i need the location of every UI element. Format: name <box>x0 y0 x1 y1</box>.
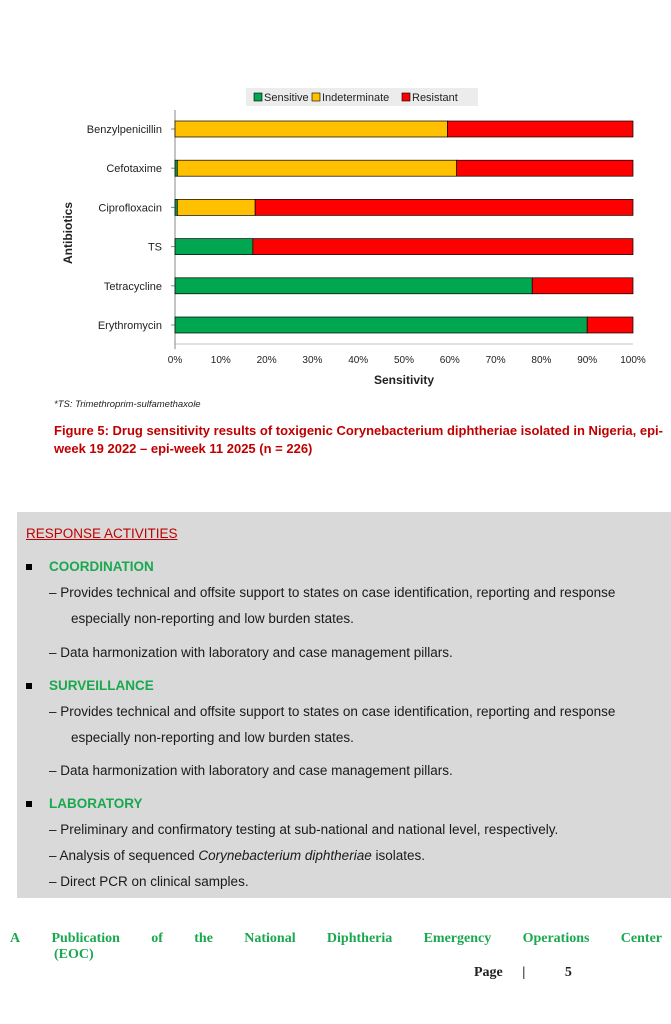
x-tick-label: 90% <box>577 355 598 366</box>
bar-segment-resistant <box>587 317 633 333</box>
footer-word: Publication <box>51 931 120 946</box>
chart-svg <box>0 80 671 400</box>
item-text: isolates. <box>371 848 425 863</box>
category-label: Tetracycline <box>103 280 162 293</box>
x-tick-label: 0% <box>167 355 183 366</box>
bar-segment-indeterminate <box>177 199 255 215</box>
sensitivity-chart <box>0 80 671 400</box>
footer-word: the <box>194 931 213 946</box>
page-label: Page <box>474 965 503 980</box>
legend-label-sensitive: Sensitive <box>264 92 309 104</box>
x-tick-label: 80% <box>531 355 552 366</box>
item-text: – Analysis of sequenced <box>49 848 199 863</box>
response-title: RESPONSE ACTIVITIES <box>26 526 178 541</box>
bullet-icon <box>26 564 32 570</box>
x-tick-label: 70% <box>485 355 506 366</box>
x-tick-label: 40% <box>348 355 369 366</box>
chart-footnote: *TS: Trimethroprim-sulfamethaxole <box>54 399 201 410</box>
bar-segment-indeterminate <box>177 160 456 176</box>
x-tick-label: 30% <box>302 355 323 366</box>
x-axis-title: Sensitivity <box>373 373 435 387</box>
bullet-icon <box>26 801 32 807</box>
page-separator: | <box>522 965 526 980</box>
footer-word: A <box>10 931 21 946</box>
item-text: – Preliminary and confirmatory testing at sub-national and national level, respectively. <box>49 822 559 837</box>
list-item <box>49 699 659 751</box>
legend-label-resistant: Resistant <box>412 92 458 104</box>
bar-segment-resistant <box>253 239 633 255</box>
x-tick-label: 100% <box>620 355 646 366</box>
list-item <box>49 758 659 784</box>
bar-segment-resistant <box>532 278 633 294</box>
list-item <box>49 843 659 869</box>
publication-line-2: (EOC) <box>54 947 94 962</box>
category-label: Benzylpenicillin <box>86 124 162 136</box>
footer-word: Diphtheria <box>326 931 393 946</box>
category-label: TS <box>147 241 162 254</box>
bar-segment-sensitive <box>175 278 532 294</box>
page-number <box>474 965 572 981</box>
footer-word: National <box>244 931 296 946</box>
bar-segment-resistant <box>448 121 633 137</box>
category-label: Cefotaxime <box>106 163 162 176</box>
list-item <box>49 640 659 666</box>
footer-word: Center <box>620 931 662 946</box>
bar-segment-resistant <box>457 160 633 176</box>
item-text: – Provides technical and offsite support to states on case identification, reporting and response <box>49 585 616 600</box>
item-text-continued: especially non-reporting and low burden states. <box>71 611 354 626</box>
section-heading-surveillance: SURVEILLANCE <box>49 678 154 693</box>
list-item <box>49 817 659 843</box>
item-text: – Direct PCR on clinical samples. <box>49 874 249 889</box>
y-axis-title: Antibiotics <box>61 202 75 264</box>
list-item <box>49 580 659 632</box>
bullet-icon <box>26 683 32 689</box>
category-label: Erythromycin <box>97 320 162 332</box>
x-tick-label: 50% <box>393 355 415 366</box>
bar-segment-indeterminate <box>175 121 448 137</box>
bar-segment-sensitive <box>175 317 587 333</box>
response-activities-panel <box>17 512 671 898</box>
bar-segment-sensitive <box>175 239 253 255</box>
legend-label-indeterminate: Indeterminate <box>322 92 390 104</box>
section-heading-coordination: COORDINATION <box>49 559 154 574</box>
item-text: – Data harmonization with laboratory and case management pillars. <box>49 763 453 778</box>
section-heading-laboratory: LABORATORY <box>49 796 143 811</box>
legend-swatch-indeterminate <box>312 93 320 101</box>
footer-word: Emergency <box>423 931 492 946</box>
x-tick-label: 10% <box>210 355 231 366</box>
x-tick-label: 20% <box>256 355 277 366</box>
footer-word: of <box>151 931 163 946</box>
item-text: – Data harmonization with laboratory and case management pillars. <box>49 645 453 660</box>
item-text-continued: especially non-reporting and low burden states. <box>71 730 354 745</box>
legend-swatch-resistant <box>402 93 410 101</box>
list-item <box>49 869 659 895</box>
x-tick-label: 60% <box>439 355 460 366</box>
figure-caption: Figure 5: Drug sensitivity results of toxigenic Corynebacterium diphtheriae isolated in Nigeria, epi-week 19 2022 – epi-week 11 2025 (n = 226) <box>54 423 663 456</box>
footer-word: Operations <box>522 931 590 946</box>
publication-line <box>10 931 662 947</box>
category-label: Ciprofloxacin <box>98 202 162 215</box>
legend-swatch-sensitive <box>254 93 262 101</box>
publication-footer <box>10 931 662 963</box>
organism-name: Corynebacterium diphtheriae <box>198 848 372 863</box>
item-text: – Provides technical and offsite support to states on case identification, reporting and response <box>49 704 616 719</box>
page-value: 5 <box>564 965 572 980</box>
bar-segment-resistant <box>255 199 633 215</box>
